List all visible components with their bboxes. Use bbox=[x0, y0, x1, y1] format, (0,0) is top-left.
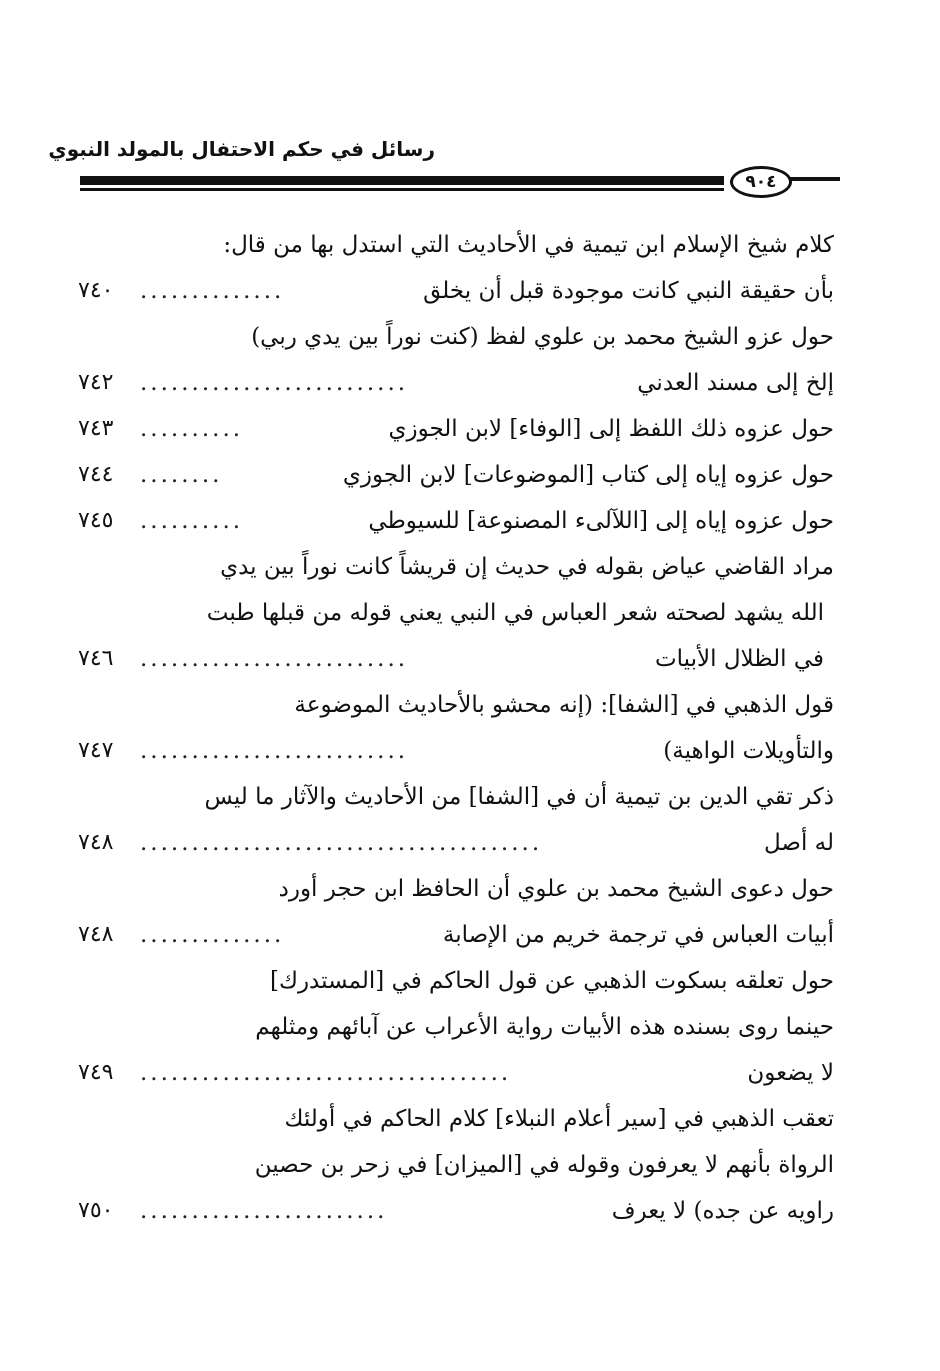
toc-entry-text: حول عزوه ذلك اللفظ إلى [الوفاء] لابن الجوزي bbox=[388, 416, 834, 442]
toc-entry-text: قول الذهبي في [الشفا]: (إنه محشو بالأحاديث الموضوعة bbox=[294, 692, 834, 718]
toc-entry-text: مراد القاضي عياض بقوله في حديث إن قريشاً كانت نوراً بين يدي bbox=[220, 554, 834, 580]
toc-entry-text: حول عزوه إياه إلى [اللآلىء المصنوعة] للسيوطي bbox=[368, 508, 834, 534]
toc-entry-text: حول عزوه إياه إلى كتاب [الموضوعات] لابن الجوزي bbox=[342, 462, 834, 488]
toc-entry-text: بأن حقيقة النبي كانت موجودة قبل أن يخلق bbox=[423, 278, 834, 304]
header-rule-short bbox=[790, 177, 840, 181]
toc-line bbox=[78, 544, 834, 590]
toc-leader-dots: .......................... bbox=[140, 646, 409, 672]
toc-page-number: ٧٤٠ bbox=[78, 278, 114, 303]
toc-page-number: ٧٤٦ bbox=[78, 646, 114, 671]
toc-leader-dots: ....................................... bbox=[140, 830, 543, 856]
toc-page-number: ٧٤٨ bbox=[78, 922, 114, 947]
toc-leader-dots: ........ bbox=[140, 462, 223, 488]
toc-entry-text: والتأويلات الواهية) bbox=[663, 738, 834, 764]
header-rule-thick bbox=[80, 176, 724, 185]
toc-leader-dots: .......... bbox=[140, 416, 244, 442]
toc-line bbox=[78, 1050, 834, 1096]
header-rule bbox=[80, 170, 840, 194]
toc-page-number: ٧٤٧ bbox=[78, 738, 114, 763]
toc-leader-dots: .......... bbox=[140, 508, 244, 534]
toc-line bbox=[78, 452, 834, 498]
toc-entry-text: له أصل bbox=[764, 830, 834, 856]
table-of-contents bbox=[78, 222, 834, 1234]
toc-entry-text: حينما روى بسنده هذه الأبيات رواية الأعراب عن آبائهم ومثلهم bbox=[255, 1014, 834, 1040]
toc-page-number: ٧٤٨ bbox=[78, 830, 114, 855]
toc-entry-text: ذكر تقي الدين بن تيمية أن في [الشفا] من الأحاديث والآثار ما ليس bbox=[204, 784, 834, 810]
toc-line bbox=[78, 498, 834, 544]
header-rule-thin bbox=[80, 188, 724, 191]
toc-leader-dots: .......................... bbox=[140, 370, 409, 396]
toc-line bbox=[78, 1096, 834, 1142]
toc-page-number: ٧٤٢ bbox=[78, 370, 114, 395]
toc-leader-dots: ........................ bbox=[140, 1198, 388, 1224]
toc-line bbox=[78, 912, 834, 958]
toc-entry-text: تعقب الذهبي في [سير أعلام النبلاء] كلام الحاكم في أولئك bbox=[284, 1106, 834, 1132]
toc-leader-dots: .......................... bbox=[140, 738, 409, 764]
toc-entry-text: حول عزو الشيخ محمد بن علوي لفظ (كنت نوراً بين يدي ربي) bbox=[251, 324, 834, 350]
toc-leader-dots: .............. bbox=[140, 922, 285, 948]
toc-page-number: ٧٤٩ bbox=[78, 1060, 114, 1085]
toc-line bbox=[78, 774, 834, 820]
toc-line bbox=[78, 866, 834, 912]
toc-entry-text: لا يضعون bbox=[747, 1060, 834, 1086]
toc-leader-dots: .................................... bbox=[140, 1060, 512, 1086]
toc-entry-text: راويه عن جده) لا يعرف bbox=[611, 1198, 834, 1224]
toc-entry-text: في الظلال الأبيات bbox=[655, 646, 824, 672]
toc-entry-text: حول دعوى الشيخ محمد بن علوي أن الحافظ ابن حجر أورد bbox=[278, 876, 834, 902]
toc-line bbox=[78, 820, 834, 866]
toc-line bbox=[78, 406, 834, 452]
toc-page-number: ٧٤٤ bbox=[78, 462, 114, 487]
toc-page-number: ٧٥٠ bbox=[78, 1198, 114, 1223]
toc-entry-text: إلخ إلى مسند العدني bbox=[637, 370, 834, 396]
toc-line bbox=[78, 1188, 834, 1234]
toc-line bbox=[78, 682, 834, 728]
toc-entry-text: الرواة بأنهم لا يعرفون وقوله في [الميزان] في زحر بن حصين bbox=[254, 1152, 834, 1178]
toc-line bbox=[78, 728, 834, 774]
toc-entry-text: أبيات العباس في ترجمة خريم من الإصابة bbox=[442, 922, 834, 948]
toc-leader-dots: .............. bbox=[140, 278, 285, 304]
toc-line bbox=[78, 636, 834, 682]
toc-entry-text: الله يشهد لصحته شعر العباس في النبي يعني قوله من قبلها طبت bbox=[206, 600, 824, 626]
toc-line bbox=[78, 1004, 834, 1050]
toc-line bbox=[78, 1142, 834, 1188]
toc-line bbox=[78, 360, 834, 406]
toc-entry-text: حول تعلقه بسكوت الذهبي عن قول الحاكم في [المستدرك] bbox=[270, 968, 834, 994]
toc-page-number: ٧٤٣ bbox=[78, 416, 114, 441]
running-header-title: رسائل في حكم الاحتفال بالمولد النبوي bbox=[48, 137, 435, 161]
toc-line bbox=[78, 958, 834, 1004]
toc-entry-text: كلام شيخ الإسلام ابن تيمية في الأحاديث التي استدل بها من قال: bbox=[223, 232, 834, 258]
toc-page-number: ٧٤٥ bbox=[78, 508, 114, 533]
toc-line bbox=[78, 590, 834, 636]
page-number-badge: ٩٠٤ bbox=[730, 166, 792, 198]
toc-line bbox=[78, 314, 834, 360]
toc-line bbox=[78, 222, 834, 268]
toc-line bbox=[78, 268, 834, 314]
